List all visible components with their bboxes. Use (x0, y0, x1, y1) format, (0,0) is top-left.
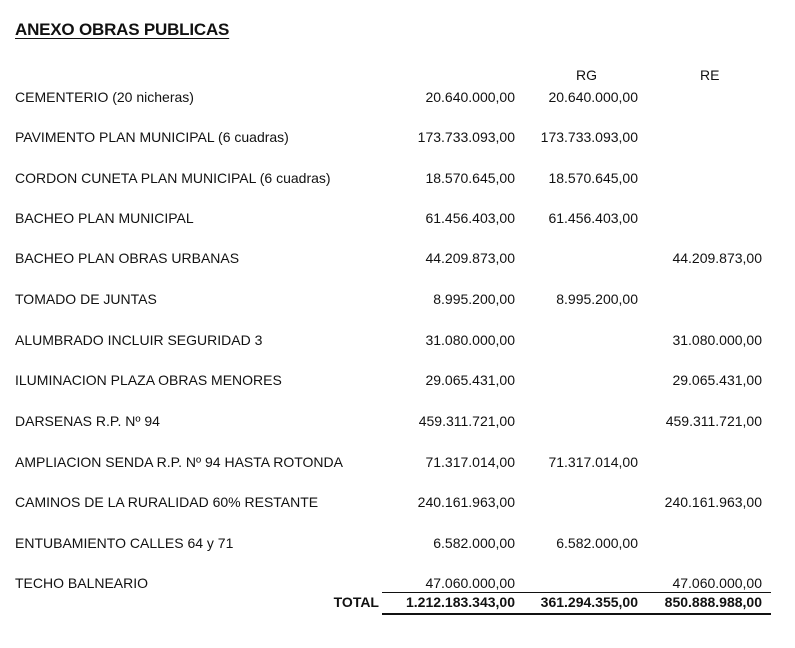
row-label: ALUMBRADO INCLUIR SEGURIDAD 3 (15, 332, 263, 348)
row-total: 29.065.431,00 (425, 372, 515, 388)
table-row (0, 170, 795, 190)
page-title: ANEXO OBRAS PUBLICAS (15, 20, 230, 39)
table-row (0, 250, 795, 270)
column-header-re: RE (700, 67, 720, 83)
row-total: 173.733.093,00 (417, 129, 515, 145)
row-label: CAMINOS DE LA RURALIDAD 60% RESTANTE (15, 494, 319, 510)
table-row (0, 413, 795, 433)
row-rg: 61.456.403,00 (548, 210, 638, 226)
row-total: 31.080.000,00 (425, 332, 515, 348)
total-bottom-rule (382, 613, 771, 615)
row-total: 8.995.200,00 (433, 291, 515, 307)
row-total: 61.456.403,00 (425, 210, 515, 226)
row-total: 20.640.000,00 (425, 89, 515, 105)
column-header-rg: RG (576, 67, 597, 83)
row-re: 47.060.000,00 (672, 575, 762, 591)
row-label: BACHEO PLAN OBRAS URBANAS (15, 250, 240, 266)
row-label: TECHO BALNEARIO (15, 575, 149, 591)
table-row (0, 129, 795, 149)
total-label: TOTAL (333, 594, 379, 610)
total-row (0, 594, 795, 614)
row-total: 47.060.000,00 (425, 575, 515, 591)
row-re: 31.080.000,00 (672, 332, 762, 348)
row-re: 44.209.873,00 (672, 250, 762, 266)
row-label: TOMADO DE JUNTAS (15, 291, 157, 307)
table-row (0, 210, 795, 230)
table-row (0, 332, 795, 352)
row-re: 29.065.431,00 (672, 372, 762, 388)
row-label: CORDON CUNETA PLAN MUNICIPAL (6 cuadras) (15, 170, 331, 186)
total-amount: 1.212.183.343,00 (406, 594, 515, 610)
row-label: ILUMINACION PLAZA OBRAS MENORES (15, 372, 282, 388)
row-total: 44.209.873,00 (425, 250, 515, 266)
row-rg: 18.570.645,00 (548, 170, 638, 186)
row-total: 71.317.014,00 (425, 454, 515, 470)
table-row (0, 372, 795, 392)
row-rg: 6.582.000,00 (556, 535, 638, 551)
table-row (0, 535, 795, 555)
row-rg: 71.317.014,00 (548, 454, 638, 470)
row-label: CEMENTERIO (20 nicheras) (15, 89, 194, 105)
row-label: AMPLIACION SENDA R.P. Nº 94 HASTA ROTONDA (15, 454, 343, 470)
row-label: DARSENAS R.P. Nº 94 (15, 413, 160, 429)
row-rg: 173.733.093,00 (540, 129, 638, 145)
table-row (0, 494, 795, 514)
row-label: PAVIMENTO PLAN MUNICIPAL (6 cuadras) (15, 129, 289, 145)
row-label: ENTUBAMIENTO CALLES 64 y 71 (15, 535, 234, 551)
row-total: 18.570.645,00 (425, 170, 515, 186)
row-re: 459.311.721,00 (665, 413, 762, 429)
row-re: 240.161.963,00 (664, 494, 762, 510)
row-label: BACHEO PLAN MUNICIPAL (15, 210, 194, 226)
row-rg: 20.640.000,00 (548, 89, 638, 105)
row-rg: 8.995.200,00 (556, 291, 638, 307)
total-top-rule (382, 592, 771, 593)
total-rg: 361.294.355,00 (540, 594, 638, 610)
table-row (0, 454, 795, 474)
table-row (0, 291, 795, 311)
total-re: 850.888.988,00 (664, 594, 762, 610)
row-total: 240.161.963,00 (417, 494, 515, 510)
row-total: 459.311.721,00 (418, 413, 515, 429)
table-row (0, 89, 795, 109)
row-total: 6.582.000,00 (433, 535, 515, 551)
